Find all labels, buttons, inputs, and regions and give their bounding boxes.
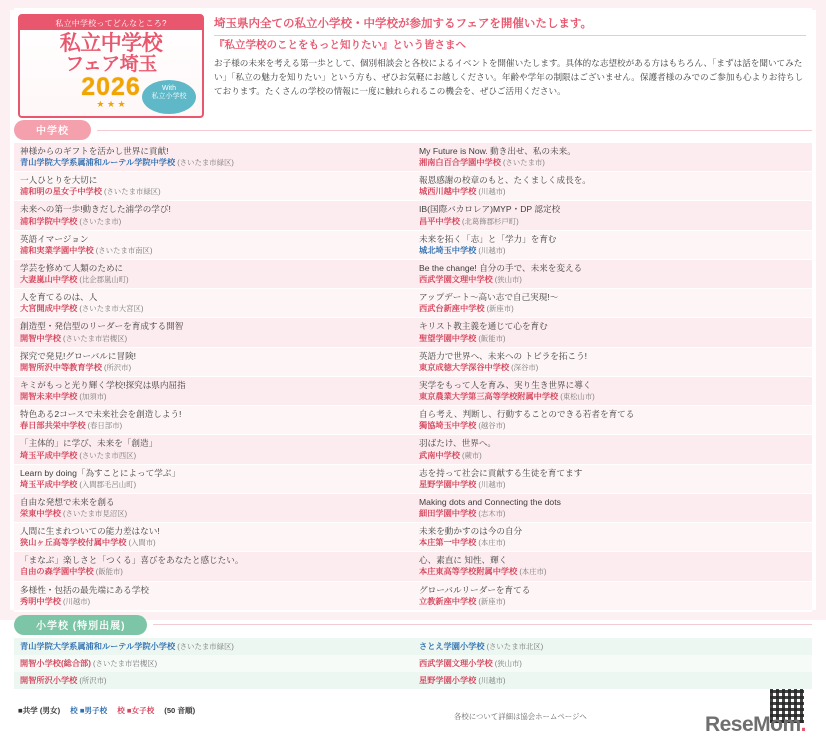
school-name-line [419,303,806,314]
section-label-special: 小学校 (特別出展) [14,615,147,635]
school-entry[interactable] [14,523,413,552]
school-catchphrase: 未来を拓く「志」と「学力」を育む [419,233,557,244]
school-name: 武南中学校 [419,450,460,460]
school-name: 浦和学院中学校 [20,216,78,226]
school-name: 細田学園中学校 [419,508,477,518]
special-school-area: (さいたま市北区) [484,641,544,651]
special-school-name: 開智所沢小学校 [20,675,78,685]
school-name-line [20,303,407,314]
special-school-name: 西武学園文理小学校 [419,658,493,668]
school-name: 埼玉平成中学校 [20,450,78,460]
school-name-line [419,274,806,285]
school-area: (本庄市) [517,567,547,577]
school-name-line [20,450,407,461]
school-name: 開智中学校 [20,333,61,343]
section-divider [97,130,812,131]
school-name: 栄東中学校 [20,508,61,518]
school-area: (川越市) [476,479,506,489]
school-name-line [20,596,407,607]
school-name: 開智所沢中等教育学校 [20,362,102,372]
school-name-line [419,537,806,548]
school-catchphrase: 人間に生まれついての能力差はない! [20,526,160,537]
school-entry[interactable] [413,494,812,523]
school-name-line [20,537,407,548]
school-catchphrase: 神様からのギフトを活かし世界に貢献! [20,146,169,156]
school-catchphrase: 「まなぶ」楽しさと「つくる」喜びをあなたと感じたい。 [20,555,244,566]
school-entry[interactable] [413,318,812,347]
school-area: (さいたま市南区) [93,245,153,255]
school-area: (入間市) [126,538,156,548]
school-catchphrase: 報恩感謝の校章のもと、たくましく成長を。 [419,175,591,186]
school-catchphrase: 特色ある2コースで未来社会を創造しよう! [20,409,182,420]
school-catchphrase: 心、素直に 知性、輝く [419,555,508,566]
school-area: (さいたま市岩槻区) [60,333,128,343]
school-name: 東京農業大学第三高等学校附属中学校 [419,392,559,402]
logo-title-line1: 私立中学校 [59,32,163,55]
special-school-entry[interactable] [413,655,812,672]
school-catchphrase: アップデート〜高い志で自己実現!〜 [419,292,559,303]
school-area: (さいたま市) [77,216,122,226]
logo-badge-line2: 私立小学校 [151,93,187,101]
legend-boys: 校 ■男子校 [70,705,108,715]
school-name: 本庄第一中学校 [419,538,477,548]
school-entry[interactable] [14,465,413,494]
event-logo [18,14,204,118]
section-header-special [14,615,812,635]
school-area: (さいたま市緑区) [101,187,161,197]
school-entry[interactable] [14,552,413,581]
school-catchphrase: 自由な発想で未来を創る [20,496,115,507]
school-entry[interactable] [413,201,812,230]
school-name: 星野学園中学校 [419,479,477,489]
school-name-line [20,508,407,519]
school-catchphrase: 羽ばたけ、世界へ。 [419,438,497,449]
school-name: 狭山ヶ丘高等学校付属中学校 [20,538,127,548]
footer-note: 各校について詳細は協会ホームページへ [454,711,587,721]
logo-badge-line1: With [162,85,176,92]
brand-logo [705,713,806,737]
section-label-junior-high: 中学校 [14,120,91,140]
school-area: (さいたま市見沼区) [60,508,128,518]
school-entry[interactable] [14,201,413,230]
school-catchphrase: 多様性・包括の最先端にある学校 [20,584,149,595]
brand-dot: . [800,712,806,736]
special-school-name: さとえ学園小学校 [419,641,485,651]
school-area: (加須市) [77,392,107,402]
school-name: 春日部共栄中学校 [20,421,86,431]
school-name: 聖望学園中学校 [419,333,477,343]
school-area: (越谷市) [476,421,506,431]
school-entry[interactable] [413,348,812,377]
school-name-line [20,333,407,344]
special-school-entry[interactable] [413,638,812,655]
school-area: (さいたま市) [500,158,545,168]
school-catchphrase: Be the change! 自分の手で、未来を変える [419,262,583,273]
school-area: (深谷市) [509,362,539,372]
school-name-line [419,391,806,402]
school-name-line [419,157,806,168]
school-area: (狭山市) [492,275,522,285]
school-entry[interactable] [14,406,413,435]
school-area: (本庄市) [476,538,506,548]
school-catchphrase: My Future is Now. 動き出せ、私の未来。 [419,146,576,156]
special-school-entry[interactable] [14,672,413,689]
logo-title-line2: フェア埼玉 [65,54,157,76]
school-name: 秀明中学校 [20,596,61,606]
school-area: (北葛飾郡杉戸町) [459,216,519,226]
school-catchphrase: 一人ひとりを大切に [20,175,98,186]
school-catchphrase: Making dots and Connecting the dots [419,496,561,507]
school-entry[interactable] [413,289,812,318]
headline-primary: 埼玉県内全ての私立小学校・中学校が参加するフェアを開催いたします。 [214,16,806,36]
school-catchphrase: 人を育てるのは、人 [20,292,98,303]
school-name-line [419,596,806,607]
school-area: (川越市) [60,596,91,606]
school-area: (所沢市) [101,362,132,372]
school-entry[interactable] [14,377,413,406]
school-area: (比企郡嵐山町) [77,275,129,285]
school-entry[interactable] [413,231,812,260]
school-name: 獨協埼玉中学校 [419,421,477,431]
school-name-line [419,566,806,577]
school-name: 埼玉平成中学校 [20,479,78,489]
legend [18,705,195,716]
school-entry[interactable] [413,172,812,201]
school-catchphrase: 志を持って社会に貢献する生徒を育てます [419,467,583,478]
header-description: お子様の未来を考える第一歩として、個別相談会と各校によるイベントを開催いたします。具体的な志望校がある方はもちろん、「まずは話を聞いてみたい」「私立の魅力を知りたい」という方も、ぜひお気軽にお越しください。年齢や学年の制限はございません。保護者様のみでのご参加も心よりお待ちしております。たくさんの学校の情報に一度に触れられるこの機会を、ぜひご活用ください。 [214,58,804,97]
school-area: (蕨市) [459,450,482,460]
school-name-line [20,420,407,431]
school-entry[interactable] [413,143,812,172]
flyer-footer [14,695,812,735]
school-catchphrase: 未来への第一歩!動きだした浦学の学び! [20,204,171,215]
legend-order: (50 音順) [164,705,196,715]
school-name-line [20,362,407,373]
school-name-line [419,479,806,490]
school-catchphrase: IB(国際バカロレア)MYP・DP 認定校 [419,204,561,215]
section-header-junior-high [14,120,812,140]
school-name-line [419,245,806,256]
school-catchphrase: 未来を動かすのは今の自分 [419,526,523,537]
school-name: 大宮開成中学校 [20,304,78,314]
school-name: 昌平中学校 [419,216,460,226]
header-text-block [204,14,808,99]
school-entry[interactable] [14,435,413,464]
school-name: 湘南白百合学園中学校 [419,158,501,168]
school-name-line [419,216,806,227]
school-catchphrase: キリスト教主義を通じて心を育む [419,321,548,332]
school-name-line [20,245,407,256]
special-school-area: (狭山市) [492,658,522,668]
school-name: 立教新座中学校 [419,596,477,606]
school-entry[interactable] [14,231,413,260]
school-entry[interactable] [14,348,413,377]
school-entry[interactable] [14,289,413,318]
legend-coed: ■共学 (男女) [18,705,61,715]
school-entry[interactable] [14,260,413,289]
school-name: 本庄東高等学校附属中学校 [419,567,518,577]
school-area: (東松山市) [558,392,595,402]
school-name: 開智未来中学校 [20,392,78,402]
school-name: 東京成徳大学深谷中学校 [419,362,510,372]
school-entry[interactable] [14,582,413,611]
headline-secondary: 『私立学校のことをもっと知りたい』という皆さまへ [214,38,466,51]
school-name: 城西川越中学校 [419,187,477,197]
logo-ribbon-text: 私立中学校ってどんなところ? [20,16,202,30]
school-catchphrase: グローバルリーダーを育てる [419,584,531,595]
school-catchphrase: 学芸を修めて人類のために [20,262,124,273]
school-entry[interactable] [14,318,413,347]
logo-with-badge [142,80,196,114]
school-name-line [419,362,806,373]
section-divider-special [153,624,812,625]
legend-girls: 校 ■女子校 [117,705,155,715]
school-name-line [20,391,407,402]
school-area: (さいたま市西区) [77,450,137,460]
flyer-header [14,8,812,116]
school-area: (新座市) [476,596,506,606]
school-name-line [20,274,407,285]
school-area: (志木市) [476,508,506,518]
school-catchphrase: 探究で発見!グローバルに冒険! [20,350,137,361]
school-name: 城北埼玉中学校 [419,245,477,255]
school-entry[interactable] [413,465,812,494]
school-catchphrase: Learn by doing「為すことによって学ぶ」 [20,467,180,478]
special-school-area: (さいたま市緑区) [175,641,234,651]
special-school-entry[interactable] [14,638,413,655]
school-name-line [419,508,806,519]
school-entry[interactable] [413,582,812,611]
school-list [14,143,812,611]
school-name-line [419,186,806,197]
school-name-line [20,216,407,227]
flyer-sheet [14,8,812,736]
school-catchphrase: 実学をもって人を育み、実り生き世界に導く [419,379,592,390]
school-catchphrase: 「主体的」に学び、未来を「創造」 [20,438,158,449]
school-area: (さいたま市緑区) [175,158,234,168]
school-name: 青山学院大学系属浦和ルーテル学院中学校 [20,158,176,168]
special-school-name: 青山学院大学系属浦和ルーテル学院小学校 [20,641,176,651]
special-school-name: 開智小学校(総合部) [20,658,91,668]
logo-stars-icon: ★ ★ ★ [96,98,126,109]
school-name: 浦和明の星女子中学校 [20,187,102,197]
school-name-line [20,186,407,197]
school-area: (新座市) [484,304,514,314]
special-school-entry[interactable] [14,655,413,672]
school-entry[interactable] [14,143,413,172]
school-entry[interactable] [413,377,812,406]
school-name-line [419,333,806,344]
school-area: (春日部市) [85,421,123,431]
special-school-name: 星野学園小学校 [419,675,477,685]
school-area: (川越市) [476,245,506,255]
school-area: (飯能市) [476,333,506,343]
school-entry[interactable] [413,406,812,435]
special-school-list [14,638,812,689]
school-catchphrase: キミがもっと光り輝く学校!探究は県内屈指 [20,379,186,390]
school-catchphrase: 英語イマージョン [20,233,89,244]
school-name-line [20,479,407,490]
brand-name: ReseMom [704,712,801,736]
special-school-area: (所沢市) [77,675,107,685]
school-name: 西武台新座中学校 [419,304,485,314]
school-catchphrase: 英語力で世界へ、未来への トビラを拓こう! [419,350,588,361]
school-area: (飯能市) [93,567,123,577]
school-area: (さいたま市大宮区) [77,304,144,314]
school-entry[interactable] [413,523,812,552]
school-area: (川越市) [476,187,506,197]
special-school-entry[interactable] [413,672,812,689]
special-school-area: (川越市) [476,675,506,685]
school-entry[interactable] [413,435,812,464]
school-catchphrase: 創造型・発信型のリーダーを育成する開智 [20,321,184,332]
special-school-area: (さいたま市岩槻区) [90,658,158,668]
school-name-line [419,450,806,461]
school-name: 大妻嵐山中学校 [20,275,78,285]
school-catchphrase: 自ら考え、判断し、行動することのできる若者を育てる [419,409,635,420]
school-entry[interactable] [14,172,413,201]
school-entry[interactable] [413,552,812,581]
school-entry[interactable] [14,494,413,523]
school-name-line [20,566,407,577]
school-name-line [419,420,806,431]
school-area: (入間郡毛呂山町) [77,479,137,489]
school-name: 浦和実業学園中学校 [20,245,94,255]
school-entry[interactable] [413,260,812,289]
school-name-line [20,157,407,168]
school-name: 自由の森学園中学校 [20,567,94,577]
logo-year: 2026 [81,72,141,101]
school-name: 西武学園文理中学校 [419,275,493,285]
